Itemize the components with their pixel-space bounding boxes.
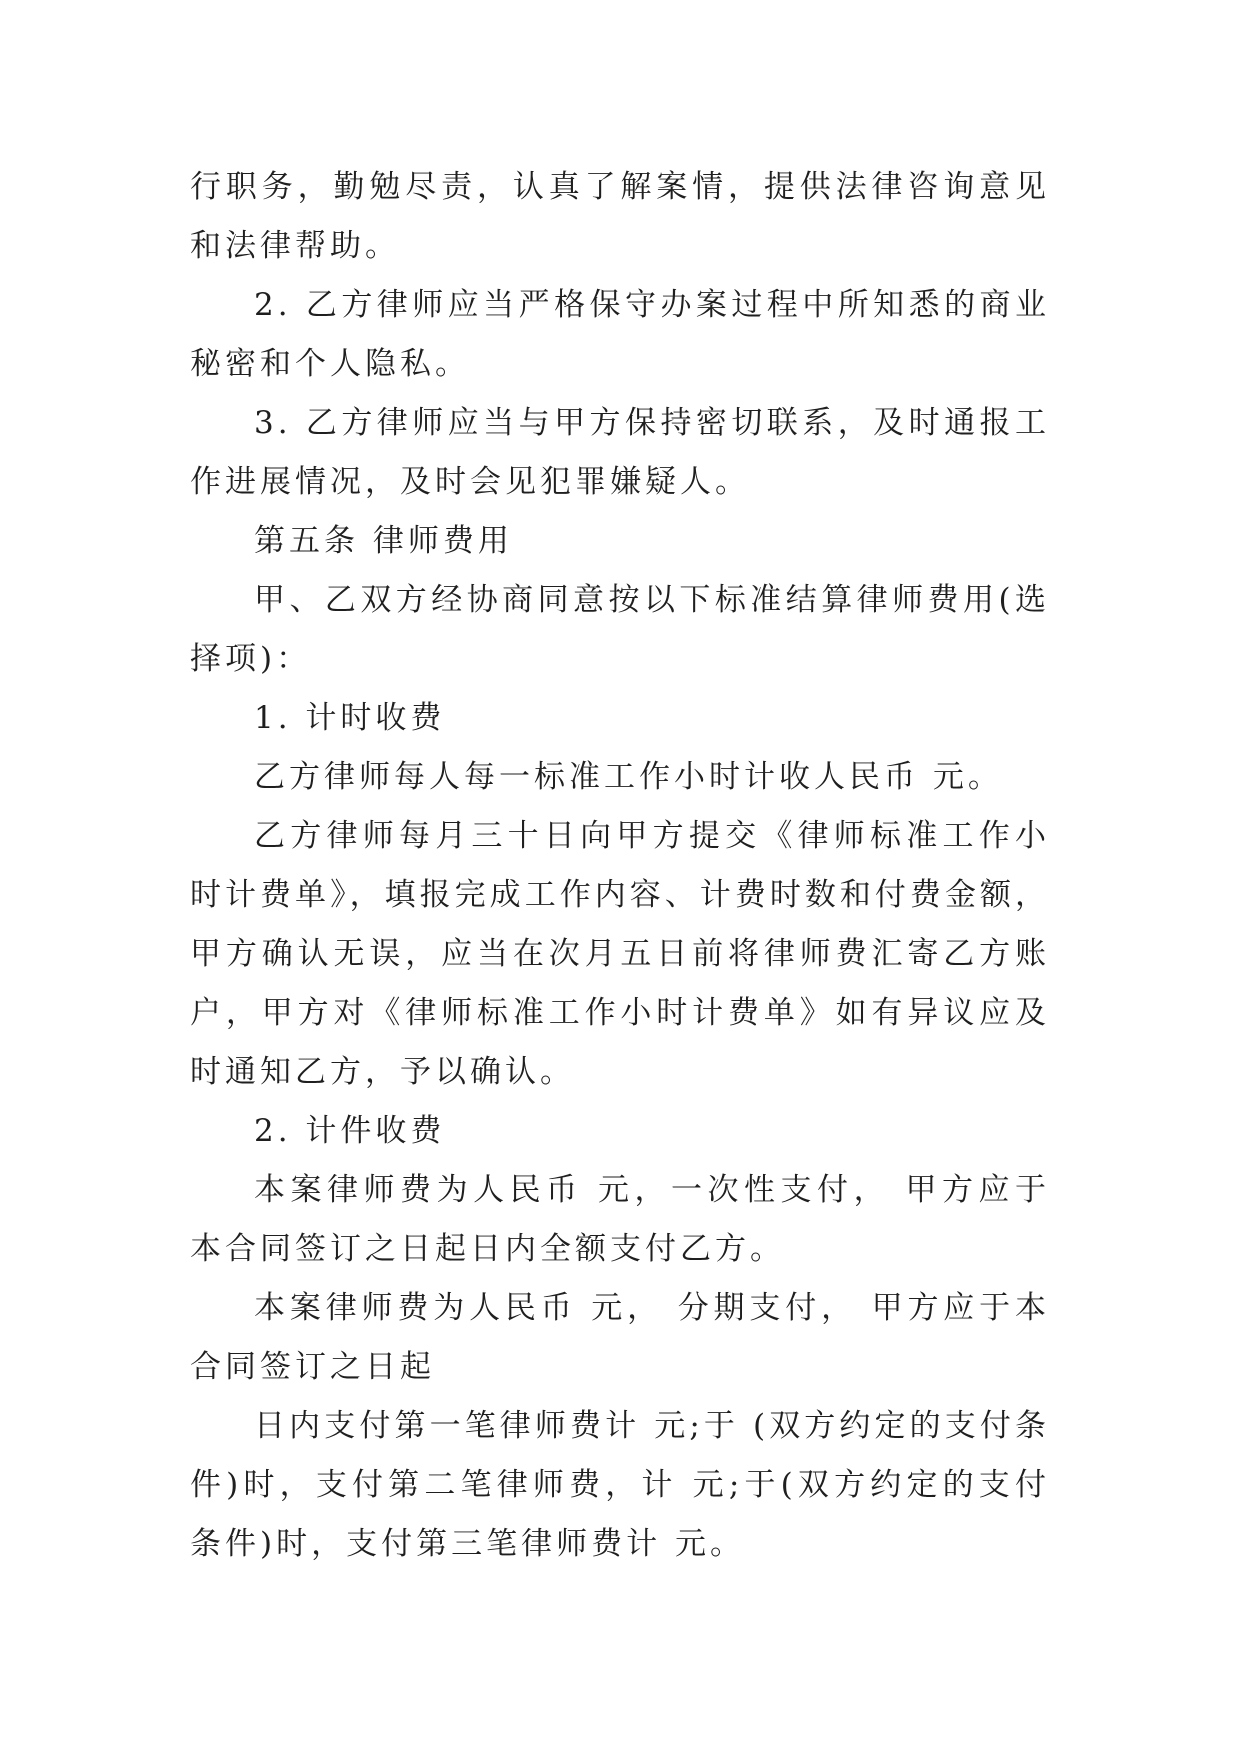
- paragraph-billing-statement: 乙方律师每月三十日向甲方提交《律师标准工作小时计费单》，填报完成工作内容、计费时数和付费金额，甲方确认无误，应当在次月五日前将律师费汇寄乙方账户，甲方对《律师标准工作小时计费单》如有异议应及时通知乙方，予以确认。: [190, 818, 1050, 1090]
- paragraph-communication: 3. 乙方律师应当与甲方保持密切联系，及时通报工作进展情况，及时会见犯罪嫌疑人。: [190, 405, 1050, 500]
- section-heading-article-5: 第五条 律师费用: [254, 523, 513, 559]
- item-hourly-billing: 1. 计时收费: [254, 700, 446, 736]
- paragraph-lump-sum: 本案律师费为人民币 元，一次性支付， 甲方应于本合同签订之日起日内全额支付乙方。: [190, 1172, 1050, 1267]
- paragraph-installment-schedule: 日内支付第一笔律师费计 元;于 (双方约定的支付条件)时，支付第二笔律师费，计 元;于(双方约定的支付条件)时，支付第三笔律师费计 元。: [190, 1408, 1050, 1562]
- paragraph-hourly-rate: 乙方律师每人每一标准工作小时计收人民币 元。: [254, 759, 1003, 795]
- paragraph-confidentiality: 2. 乙方律师应当严格保守办案过程中所知悉的商业秘密和个人隐私。: [190, 287, 1050, 382]
- document-body: [190, 158, 1050, 1574]
- paragraph-duties-continued: 行职务，勤勉尽责，认真了解案情，提供法律咨询意见和法律帮助。: [190, 169, 1050, 264]
- paragraph-installments: 本案律师费为人民币 元， 分期支付， 甲方应于本合同签订之日起: [190, 1290, 1050, 1385]
- item-piece-billing: 2. 计件收费: [254, 1113, 446, 1149]
- paragraph-fee-agreement: 甲、乙双方经协商同意按以下标准结算律师费用(选择项)：: [190, 582, 1050, 677]
